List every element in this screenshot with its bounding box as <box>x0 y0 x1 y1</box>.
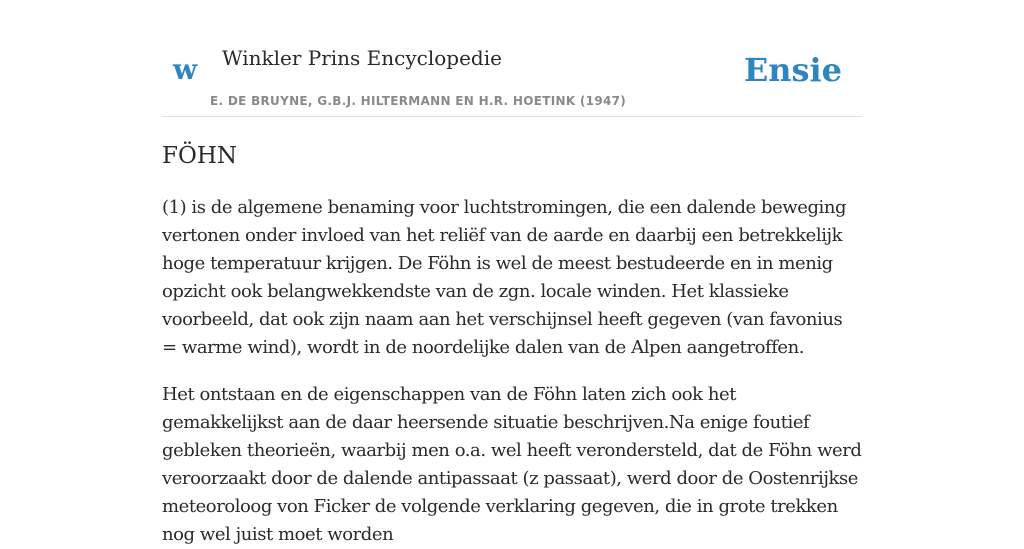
entry-body <box>162 194 862 549</box>
header <box>162 0 862 117</box>
entry-paragraph: Het ontstaan en de eigenschappen van de Föhn laten zich ook het gemakkelijkst aan de daar heersende situatie beschrijven.Na enige foutief gebleken theorieën, waarbij men o.a. wel heeft verondersteld, dat de Föhn werd veroorzaakt door de dalende antipassaat (z passaat), werd door de Oostenrijkse meteoroloog von Ficker de volgende verklaring gegeven, die in grote trekken nog wel juist moet worden <box>162 384 862 545</box>
source-authors: E. DE BRUYNE, G.B.J. HILTERMANN EN H.R. HOETINK (1947) <box>210 94 627 108</box>
source-title[interactable]: Winkler Prins Encyclopedie <box>222 46 502 70</box>
ensie-logo[interactable]: Ensie <box>743 51 842 89</box>
page <box>162 0 862 549</box>
entry-paragraph: (1) is de algemene benaming voor luchtstromingen, die een dalende beweging vertonen onder invloed van het reliëf van de aarde en daarbij een betrekkelijk hoge temperatuur krijgen. De Föhn is wel de meest bestudeerde en in menig opzicht ook belangwekkendste van de zgn. locale winden. Het klassieke voorbeeld, dat ook zijn naam aan het verschijnsel heeft gegeven (van favonius = warme wind), wordt in de noordelijke dalen van de Alpen aangetroffen. <box>162 197 847 358</box>
entry-title: FÖHN <box>162 143 237 169</box>
winkler-prins-logo[interactable]: w <box>173 53 198 86</box>
